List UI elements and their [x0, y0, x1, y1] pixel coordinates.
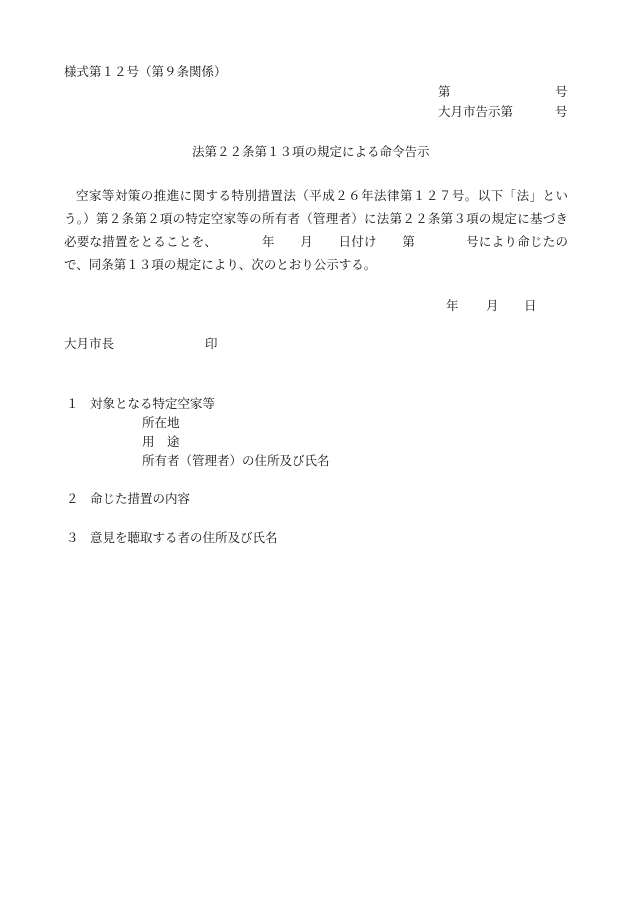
- item-2-label: 命じた措置の内容: [90, 491, 191, 506]
- notice-number-suffix: 号: [555, 104, 568, 119]
- notice-body-text: 空家等対策の推進に関する特別措置法（平成２６年法律第１２７号。以下「法」という。）第２条第２項の特定空家等の所有者（管理者）に法第２２条第３項の規定に基づき必要な措置をとることを、 年 月 日付け 第 号により命じたので、同条第１３項の規定により、次のとおり公示する。: [64, 188, 568, 272]
- item-1-sub-usage: 用 途: [142, 434, 180, 449]
- notice-body: [64, 184, 568, 276]
- item-2-number: ２: [66, 491, 79, 506]
- item-1-sub-owner: 所有者（管理者）の住所及び氏名: [142, 453, 330, 468]
- item-1-label: 対象となる特定空家等: [90, 396, 216, 411]
- item-3-label: 意見を聴取する者の住所及び氏名: [90, 530, 278, 545]
- date-year: 年: [446, 298, 459, 313]
- number-suffix: 号: [555, 84, 568, 99]
- item-1-sub-location: 所在地: [142, 415, 180, 430]
- number-prefix: 第: [438, 84, 451, 99]
- item-1-number: １: [66, 396, 79, 411]
- date-month: 月: [486, 298, 499, 313]
- form-label: 様式第１２号（第９条関係）: [64, 64, 227, 79]
- notice-number-prefix: 大月市告示第: [438, 104, 514, 119]
- mayor-title: 大月市長: [64, 336, 115, 351]
- item-3-number: ３: [66, 530, 79, 545]
- document-title: 法第２２条第１３項の規定による命令告示: [192, 144, 430, 159]
- date-day: 日: [524, 298, 537, 313]
- seal-mark: 印: [205, 336, 218, 351]
